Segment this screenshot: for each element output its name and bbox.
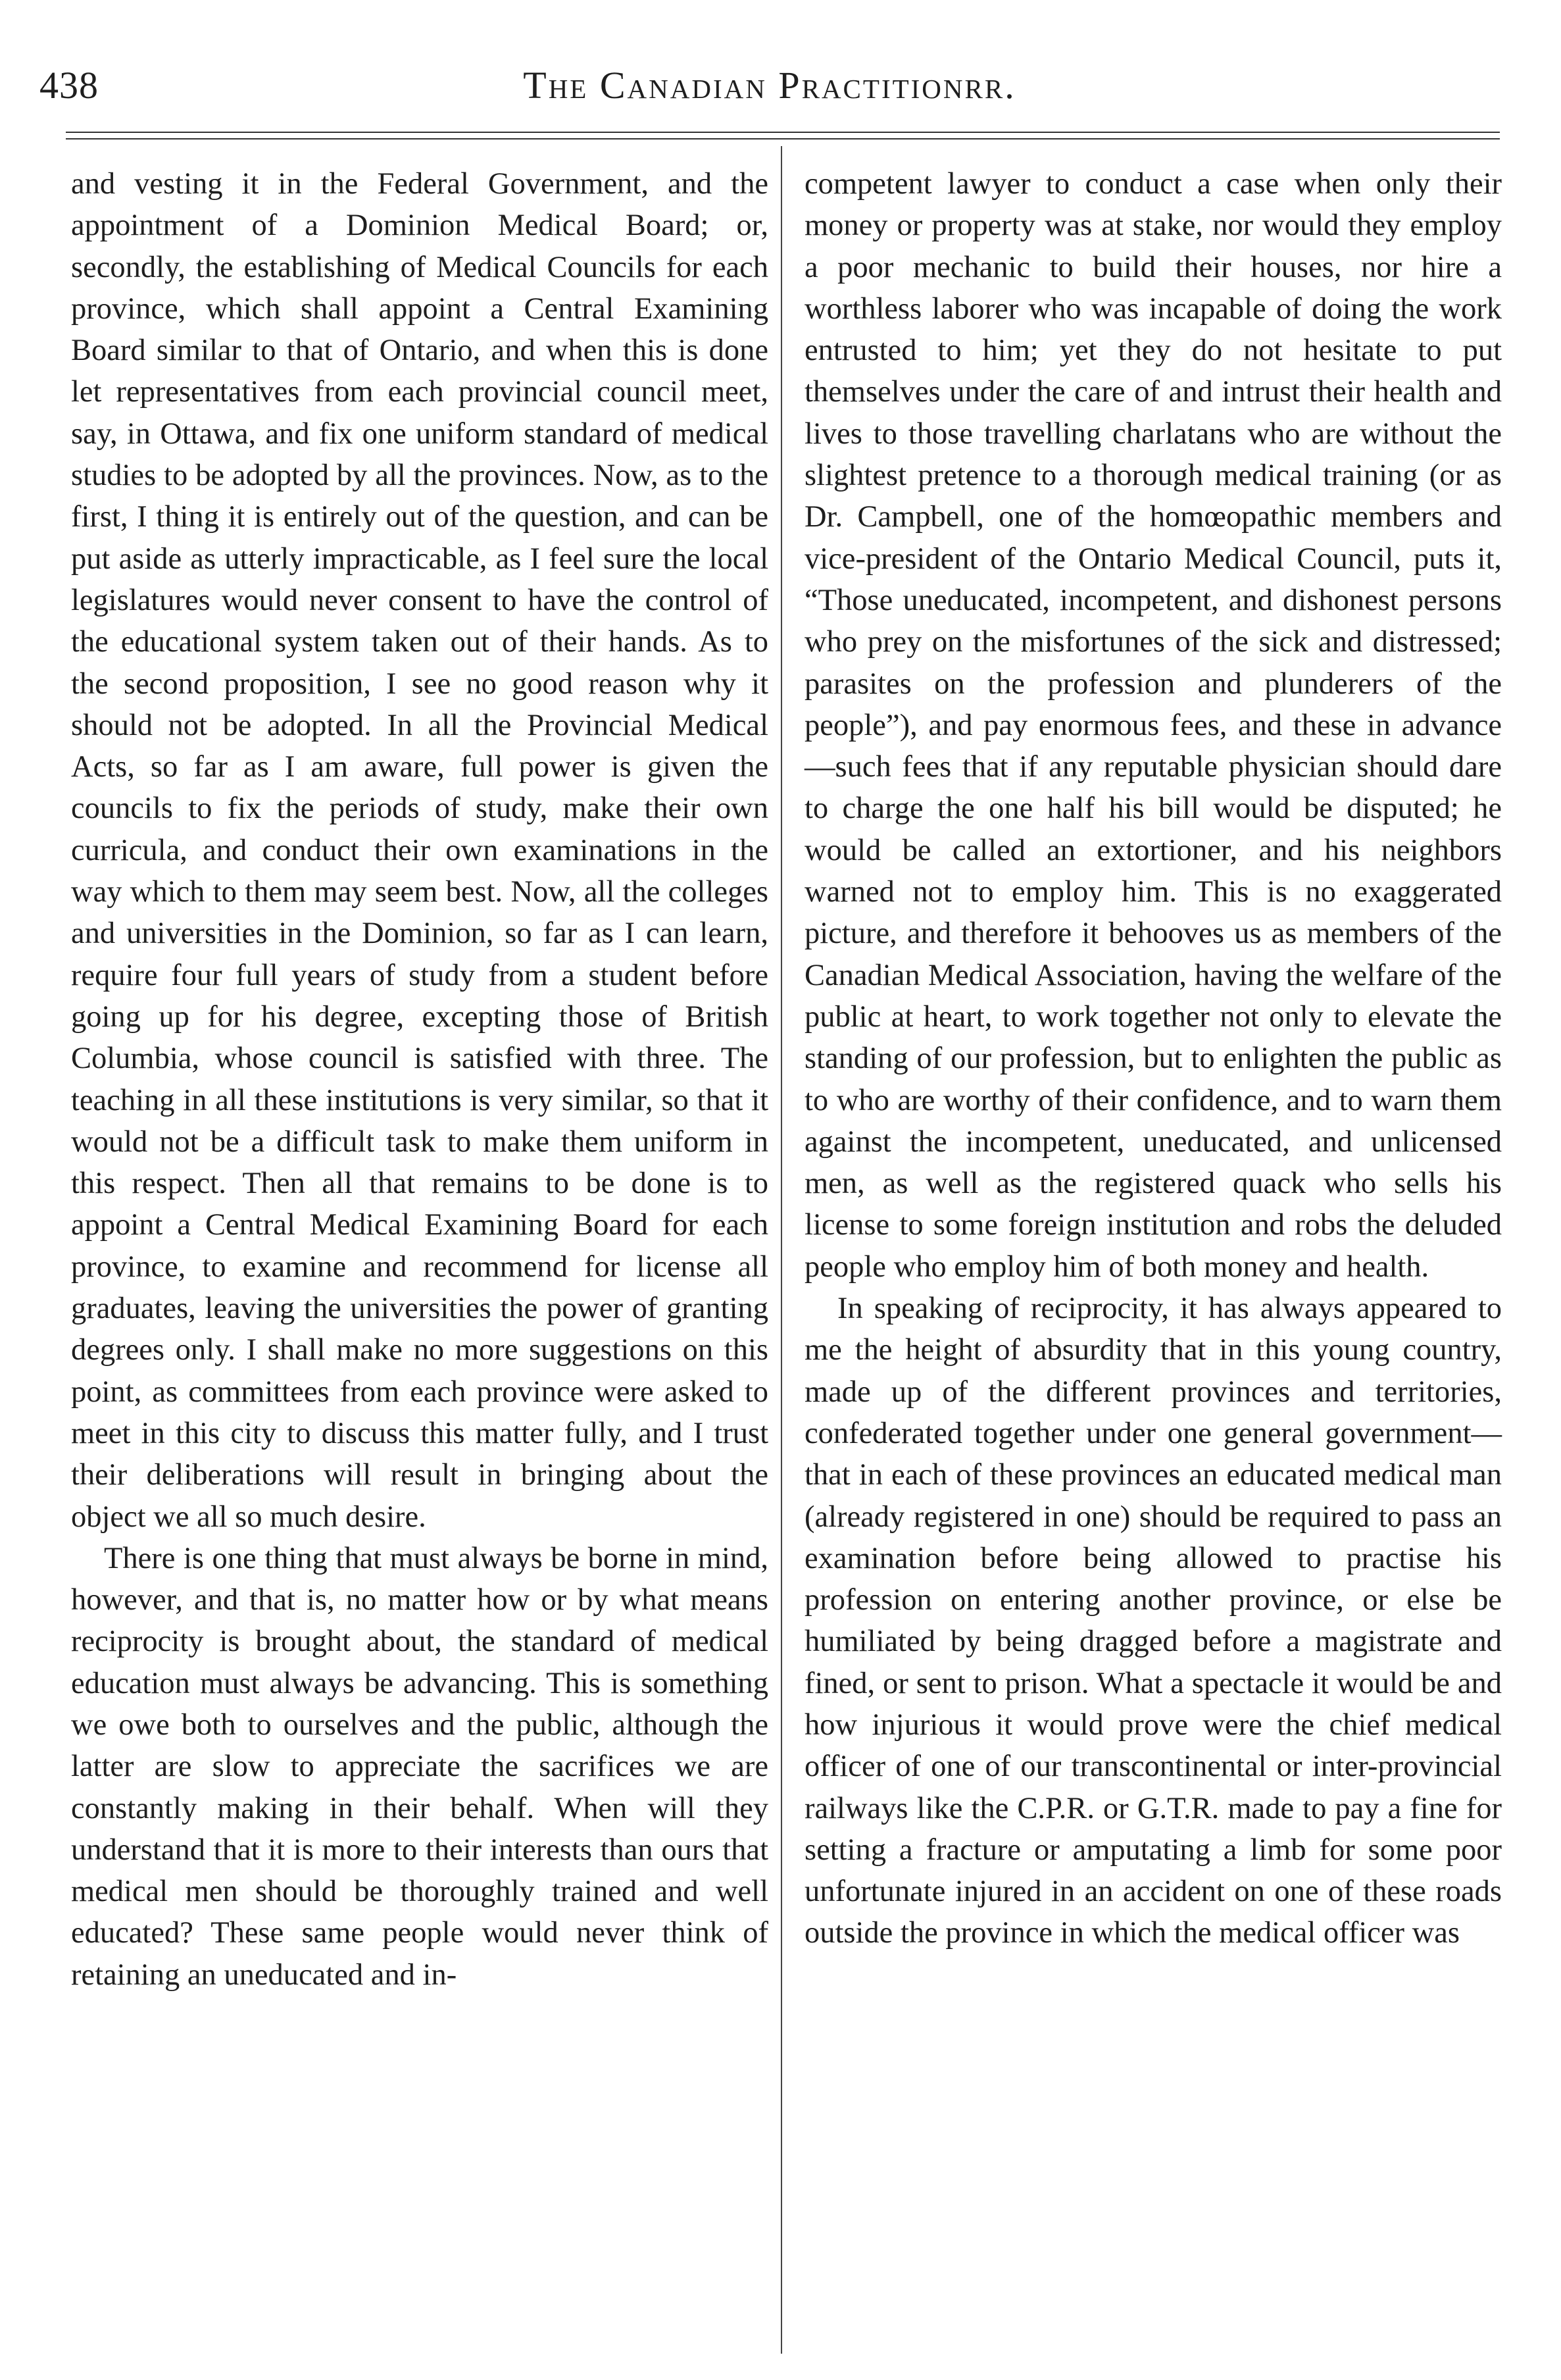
header-rule-top bbox=[66, 132, 1500, 133]
page-number: 438 bbox=[39, 64, 99, 107]
page-header bbox=[39, 63, 1500, 116]
header-rule-bottom bbox=[66, 138, 1500, 139]
left-paragraph-1: and vesting it in the Federal Government, and the appointment of a Dominion Medical Board; or, secondly, the establishing of Medical Councils for each province, which shall appoint a Central Examining Board similar to that of Ontario, and when this is done let representatives from each provincial council meet, say, in Ottawa, and fix one uniform standard of medical studies to be adopted by all the provinces. Now, as to the first, I thing it is entirely out of the question, and can be put aside as utterly impracticable, as I feel sure the local legislatures would never consent to have the control of the educational system taken out of their hands. As to the second proposition, I see no good reason why it should not be adopted. In all the Provincial Medical Acts, so far as I am aware, full power is given the councils to fix the periods of study, make their own curricula, and conduct their own examinations in the way which to them may seem best. Now, all the colleges and universities in the Dominion, so far as I can learn, require four full years of study from a student before going up for his degree, excepting those of British Columbia, whose council is satisfied with three. The teaching in all these institutions is very similar, so that it would not be a difficult task to make them uniform in this respect. Then all that remains to be done is to appoint a Central Medical Examining Board for each province, to examine and recommend for license all graduates, leaving the universities the power of granting degrees only. I shall make no more suggestions on this point, as committees from each province were asked to meet in this city to discuss this matter fully, and I trust their deliberations will result in bringing about the object we all so much desire. bbox=[71, 167, 768, 1534]
right-paragraph-1: competent lawyer to conduct a case when only their money or property was at stake, nor would they employ a poor mechanic to build their houses, nor hire a worthless laborer who was incapable of doing the work entrusted to him; yet they do not hesitate to put themselves under the care of and intrust their health and lives to those travelling charlatans who are without the slightest pretence to a thorough medical training (or as Dr. Campbell, one of the homœopathic members and vice-president of the Ontario Medical Council, puts it, “Those uneducated, incompetent, and dishonest persons who prey on the misfortunes of the sick and distressed; parasites on the profession and plunderers of the people”), and pay enormous fees, and these in advance—such fees that if any reputable physician should dare to charge the one half his bill would be disputed; he would be called an extortioner, and his neighbors warned not to employ him. This is no exaggerated picture, and therefore it behooves us as members of the Canadian Medical Association, having the welfare of the public at heart, to work together not only to elevate the standing of our profession, but to enlighten the public as to who are worthy of their confidence, and to warn them against the incompetent, uneducated, and unlicensed men, as well as the registered quack who sells his license to some foreign institution and robs the deluded people who employ him of both money and health. bbox=[805, 167, 1502, 1284]
right-paragraph-2: In speaking of reciprocity, it has always appeared to me the height of absurdity that in this young country, made up of the different provinces and territories, confederated together under one general government—that in each of these provinces an educated medical man (already registered in one) should be required to pass an examination before being allowed to practise his profession on entering another province, or else be humiliated by being dragged before a magistrate and fined, or sent to prison. What a spectacle it would be and how injurious it would prove were the chief medical officer of one of our transcontinental or inter-provincial railways like the C.P.R. or G.T.R. made to pay a fine for setting a fracture or amputating a limb for some poor unfortunate injured in an accident on one of these roads outside the province in which the medical officer was bbox=[805, 1292, 1502, 1950]
right-column bbox=[805, 163, 1502, 1954]
left-column bbox=[71, 163, 768, 1996]
column-divider bbox=[781, 146, 782, 2354]
left-paragraph-2: There is one thing that must always be borne in mind, however, and that is, no matter how or by what means reciprocity is brought about, the standard of medical education must always be advancing. This is something we owe both to ourselves and the public, although the latter are slow to appreciate the sacrifices we are constantly making in their behalf. When will they understand that it is more to their interests than ours that medical men should be thoroughly trained and well educated? These same people would never think of retaining an uneducated and in- bbox=[71, 1541, 768, 1992]
running-title: The Canadian Practitionrr. bbox=[523, 64, 1016, 107]
